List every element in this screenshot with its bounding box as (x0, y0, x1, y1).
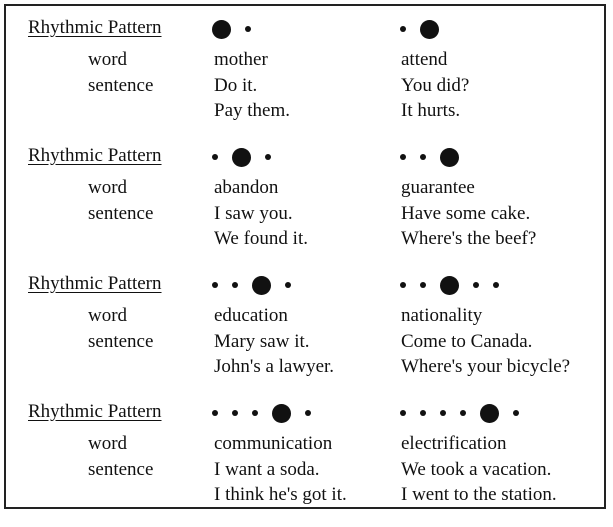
word-label: word (88, 177, 128, 198)
example-sentence-right-2: I went to the station. (401, 484, 557, 505)
pattern-section (0, 401, 613, 527)
unstressed-syllable-dot (400, 410, 406, 416)
section-header: Rhythmic Pattern (28, 145, 162, 166)
pattern-section (0, 145, 613, 271)
example-sentence-left-1: I saw you. (214, 203, 293, 224)
example-sentence-right-2: It hurts. (401, 100, 461, 121)
unstressed-syllable-dot (493, 282, 499, 288)
sentence-label: sentence (88, 459, 154, 480)
example-word-left: education (214, 305, 288, 326)
unstressed-syllable-dot (400, 154, 406, 160)
example-sentence-right-1: We took a vacation. (401, 459, 552, 480)
stressed-syllable-dot (440, 148, 459, 167)
word-label: word (88, 49, 128, 70)
unstressed-syllable-dot (305, 410, 311, 416)
rhythm-pattern-right (400, 402, 533, 424)
rhythm-pattern-right (400, 146, 473, 168)
unstressed-syllable-dot (232, 410, 238, 416)
section-header: Rhythmic Pattern (28, 17, 162, 38)
unstressed-syllable-dot (460, 410, 466, 416)
example-sentence-right-2: Where's your bicycle? (401, 356, 571, 377)
rhythm-pattern-left (212, 18, 265, 40)
unstressed-syllable-dot (212, 410, 218, 416)
example-word-right: guarantee (401, 177, 475, 198)
word-label: word (88, 433, 128, 454)
example-sentence-right-1: Have some cake. (401, 203, 531, 224)
rhythm-pattern-left (212, 402, 325, 424)
example-sentence-left-2: I think he's got it. (214, 484, 347, 505)
rhythm-pattern-left (212, 274, 305, 296)
unstressed-syllable-dot (420, 410, 426, 416)
example-sentence-left-1: Mary saw it. (214, 331, 310, 352)
example-sentence-left-2: Pay them. (214, 100, 290, 121)
stressed-syllable-dot (440, 276, 459, 295)
example-sentence-right-1: Come to Canada. (401, 331, 533, 352)
example-word-right: nationality (401, 305, 483, 326)
rhythm-pattern-left (212, 146, 285, 168)
stressed-syllable-dot (480, 404, 499, 423)
example-sentence-right-2: Where's the beef? (401, 228, 537, 249)
pattern-section (0, 17, 613, 143)
example-sentence-left-2: John's a lawyer. (214, 356, 335, 377)
sentence-label: sentence (88, 331, 154, 352)
rhythm-pattern-right (400, 18, 453, 40)
unstressed-syllable-dot (473, 282, 479, 288)
pattern-section (0, 273, 613, 399)
example-word-left: communication (214, 433, 333, 454)
example-word-right: attend (401, 49, 448, 70)
stressed-syllable-dot (212, 20, 231, 39)
example-sentence-left-2: We found it. (214, 228, 308, 249)
unstressed-syllable-dot (212, 282, 218, 288)
unstressed-syllable-dot (513, 410, 519, 416)
rhythm-pattern-right (400, 274, 513, 296)
example-word-left: abandon (214, 177, 279, 198)
section-header: Rhythmic Pattern (28, 401, 162, 422)
stressed-syllable-dot (232, 148, 251, 167)
unstressed-syllable-dot (420, 154, 426, 160)
unstressed-syllable-dot (252, 410, 258, 416)
stressed-syllable-dot (252, 276, 271, 295)
section-header: Rhythmic Pattern (28, 273, 162, 294)
unstressed-syllable-dot (440, 410, 446, 416)
unstressed-syllable-dot (232, 282, 238, 288)
stressed-syllable-dot (272, 404, 291, 423)
example-word-left: mother (214, 49, 268, 70)
example-sentence-left-1: I want a soda. (214, 459, 320, 480)
stressed-syllable-dot (420, 20, 439, 39)
unstressed-syllable-dot (212, 154, 218, 160)
word-label: word (88, 305, 128, 326)
unstressed-syllable-dot (265, 154, 271, 160)
sentence-label: sentence (88, 203, 154, 224)
unstressed-syllable-dot (400, 26, 406, 32)
unstressed-syllable-dot (420, 282, 426, 288)
sentence-label: sentence (88, 75, 154, 96)
example-sentence-right-1: You did? (401, 75, 470, 96)
example-word-right: electrification (401, 433, 507, 454)
unstressed-syllable-dot (285, 282, 291, 288)
unstressed-syllable-dot (245, 26, 251, 32)
example-sentence-left-1: Do it. (214, 75, 258, 96)
unstressed-syllable-dot (400, 282, 406, 288)
